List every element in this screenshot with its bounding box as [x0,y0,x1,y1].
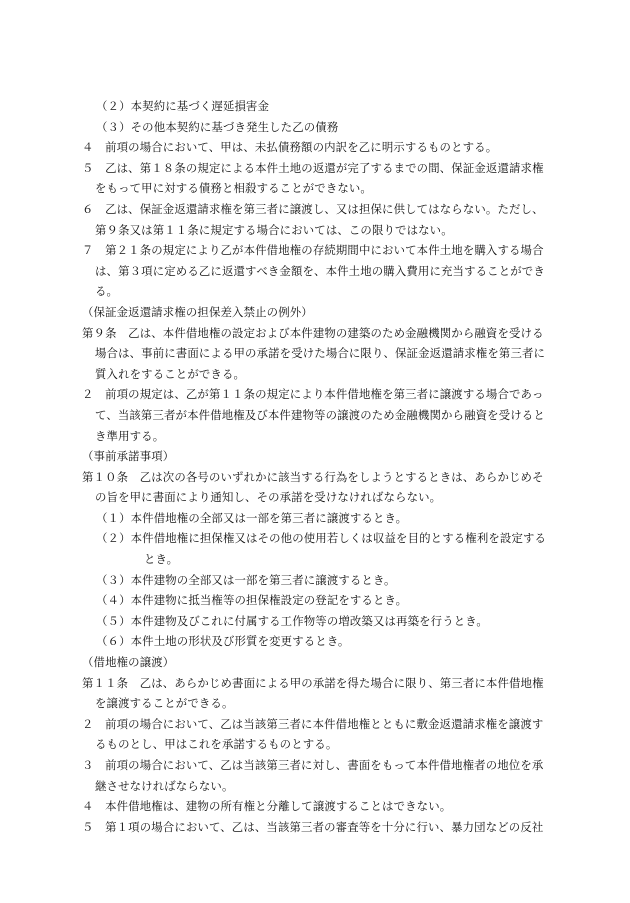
clause-line: ２ 前項の場合において、乙は当該第三者に本件借地権とともに敷金返還請求権を譲渡す [82,716,544,731]
list-item: （１）本件借地権の全部又は一部を第三者に譲渡するとき。 [96,510,408,525]
clause-line: ５ 乙は、第１８条の規定による本件土地の返還が完了するまでの間、保証金返還請求権 [82,160,544,175]
clause-line: 質入れをすることができる。 [95,366,246,381]
clause-line: ７ 第２１条の規定により乙が本件借地権の存続期間中において本件土地を購入する場合 [82,243,544,258]
clause-line: 場合は、事前に書面による甲の承諾を受けた場合に限り、保証金返還請求権を第三者に [95,346,546,361]
clause-line: の旨を甲に書面により通知し、その承諾を受けなければならない。 [95,490,442,505]
clause-line: をもって甲に対する債務と相殺することができない。 [95,181,372,196]
document-body [82,96,552,837]
section-heading: （借地権の譲渡） [82,655,175,670]
clause-line: 第９条又は第１１条に規定する場合においては、この限りではない。 [95,222,453,237]
clause-line: き準用する。 [95,428,165,443]
clause-line: るものとし、甲はこれを承諾するものとする。 [95,737,338,752]
article-line: 第９条 乙は、本件借地権の設定および本件建物の建築のため金融機関から融資を受ける [82,325,544,340]
list-item: （４）本件建物に抵当権等の担保権設定の登記をするとき。 [96,593,408,608]
clause-line: （３）その他本契約に基づき発生した乙の債務 [96,119,339,134]
list-item: （６）本件土地の形状及び形質を変更するとき。 [96,634,350,649]
list-item: （５）本件建物及びこれに付属する工作物等の増改築又は再築を行うとき。 [96,613,488,628]
clause-line: （２）本契約に基づく遅延損害金 [96,99,270,113]
article-line: 第１０条 乙は次の各号のいずれかに該当する行為をしようとするときは、あらかじめそ [82,469,544,484]
list-item-continuation: とき。 [144,552,179,567]
clause-line: る。 [95,284,119,299]
clause-line: ４ 本件借地権は、建物の所有権と分離して譲渡することはできない。 [82,799,452,814]
clause-line: ２ 前項の規定は、乙が第１１条の規定により本件借地権を第三者に譲渡する場合であっ [82,387,544,402]
section-heading: （事前承諾事項） [82,449,175,464]
clause-line: て、当該第三者が本件借地権及び本件建物等の譲渡のため金融機関から融資を受けると [95,407,545,422]
clause-line: ４ 前項の場合において、甲は、未払債務額の内訳を乙に明示するものとする。 [82,140,498,155]
list-item: （２）本件借地権に担保権又はその他の使用若しくは収益を目的とする権利を設定する [96,531,547,546]
clause-line: を譲渡することができる。 [95,696,234,711]
clause-line: ５ 第１項の場合において、乙は、当該第三者の審査等を十分に行い、暴力団などの反社 [82,819,544,834]
section-heading: （保証金返還請求権の担保差入禁止の例外） [82,304,313,319]
clause-line: ３ 前項の場合において、乙は当該第三者に対し、書面をもって本件借地権者の地位を承 [82,758,544,772]
clause-line: は、第３項に定める乙に返還すべき金額を、本件土地の購入費用に充当することができ [95,263,545,278]
clause-line: ６ 乙は、保証金返還請求権を第三者に譲渡し、又は担保に供してはならない。ただし、 [82,201,544,216]
list-item: （３）本件建物の全部又は一部を第三者に譲渡するとき。 [96,572,396,587]
clause-line: 継させなければならない。 [95,778,234,793]
article-line: 第１１条 乙は、あらかじめ書面による甲の承諾を得た場合に限り、第三者に本件借地権 [82,675,544,690]
